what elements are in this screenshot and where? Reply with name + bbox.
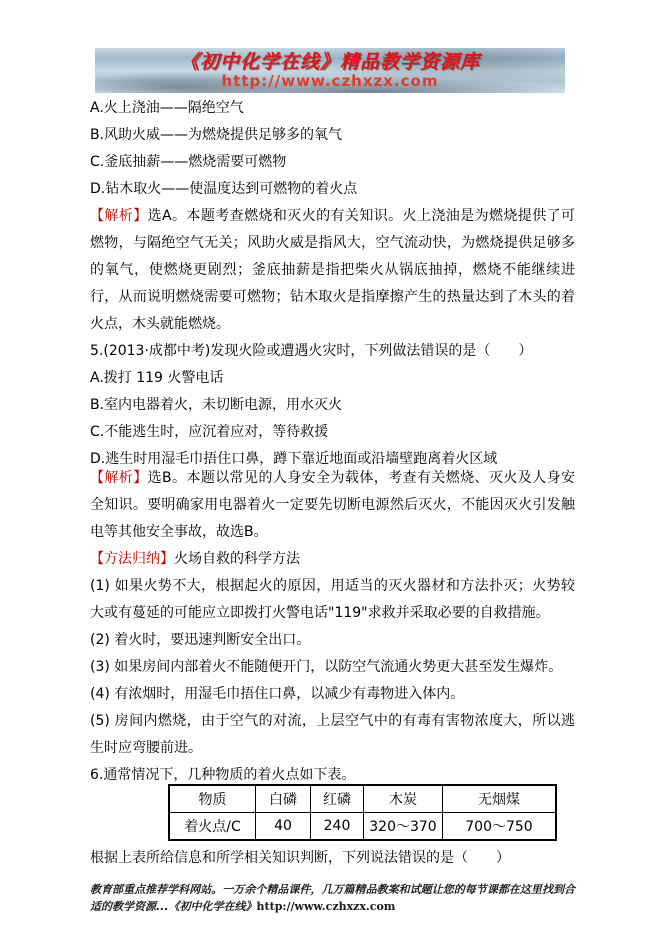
table-data-row (169, 813, 556, 841)
q5-analysis (90, 465, 575, 546)
method-item-3: (3) 如果房间内部着火不能随便开门，以防空气流通火势更大甚至发生爆炸。 (90, 659, 563, 675)
q4-option-d: D.钻木取火——使温度达到可燃物的着火点 (90, 181, 358, 197)
q5-stem: 5.(2013·成都中考)发现火险或遭遇火灾时，下列做法错误的是（ ） (90, 343, 533, 359)
q4-analysis (90, 203, 575, 338)
q4-analysis-text: 选A。本题考查燃烧和灭火的有关知识。火上浇油是为燃烧提供了可燃物，与隔绝空气无关；风助火威是指风大，空气流动快，为燃烧提供足够多的氧气，使燃烧更剧烈；釜底抽薪是指把柴火从锅底抽掉，燃烧不能继续进行，从而说明燃烧需要可燃物；钻木取火是指摩擦产生的热量达到了木头的着火点，木头就能燃烧。 (90, 208, 576, 332)
q4-option-b: B.风助火威——为燃烧提供足够多的氧气 (90, 127, 343, 143)
site-banner-image (95, 48, 565, 93)
table-header-red-phosphorus: 红磷 (311, 785, 364, 813)
ignition-point-table (168, 784, 557, 841)
method-label: 【方法归纳】 (90, 551, 174, 567)
method-item-5: (5) 房间内燃烧，由于空气的对流，上层空气中的有毒有害物浓度大，所以逃生时应弯腰前进。 (90, 713, 575, 756)
q6-stem: 6.通常情况下，几种物质的着火点如下表。 (90, 767, 356, 783)
table-header-substance: 物质 (169, 785, 256, 813)
q5-option-c: C.不能逃生时，应沉着应对，等待救援 (90, 424, 329, 440)
table-header-row (169, 785, 556, 813)
banner-url: http://www.czhxzx.com (221, 72, 439, 90)
q5-analysis-label: 【解析】 (90, 470, 148, 486)
q6-follow: 根据上表所给信息和所学相关知识判断，下列说法错误的是（ ） (90, 850, 510, 866)
q5-option-b: B.室内电器着火，未切断电源，用水灭火 (90, 397, 343, 413)
q4-option-a: A.火上浇油——隔绝空气 (90, 100, 244, 116)
q5-option-d: D.逃生时用湿毛巾捂住口鼻，蹲下靠近地面或沿墙壁跑离着火区域 (90, 451, 498, 467)
table-cell-red-phosphorus: 240 (311, 813, 364, 841)
table-header-white-phosphorus: 白磷 (256, 785, 311, 813)
method-heading (90, 546, 575, 573)
table-cell-white-phosphorus: 40 (256, 813, 311, 841)
q5-option-a: A.拨打 119 火警电话 (90, 370, 224, 386)
table-cell-charcoal: 320～370 (364, 813, 443, 841)
method-item-1: (1) 如果火势不大，根据起火的原因，用适当的灭火器材和方法扑灭；火势较大或有蔓延的可能应立即拨打火警电话"119"求救并采取必要的自救措施。 (90, 578, 575, 621)
q4-option-c: C.釜底抽薪——燃烧需要可燃物 (90, 154, 287, 170)
footer-text: 教育部重点推荐学科网站。一万余个精品课件，几万篇精品教案和试题让您的每节课都在这里找到合适的教学资源...《初中化学在线》 (90, 883, 575, 913)
table-cell-row-label: 着火点/C (169, 813, 256, 841)
method-title: 火场自救的科学方法 (174, 551, 300, 567)
table-header-anthracite: 无烟煤 (443, 785, 557, 813)
table-cell-anthracite: 700～750 (443, 813, 557, 841)
banner-title: 《初中化学在线》精品教学资源库 (179, 51, 480, 73)
table-header-charcoal: 木炭 (364, 785, 443, 813)
q4-analysis-label: 【解析】 (90, 208, 148, 224)
page-footer (90, 881, 575, 915)
method-item-2: (2) 着火时，要迅速判断安全出口。 (90, 632, 311, 648)
q5-analysis-text: 选B。本题以常见的人身安全为载体，考查有关燃烧、灭火及人身安全知识。要明确家用电器着火一定要先切断电源然后灭火，不能因灭火引发触电等其他安全事故，故选B。 (90, 470, 575, 540)
footer-url: http://www.czhxzx.com (256, 900, 396, 913)
method-item-4: (4) 有浓烟时，用湿毛巾捂住口鼻，以减少有毒物进入体内。 (90, 686, 465, 702)
